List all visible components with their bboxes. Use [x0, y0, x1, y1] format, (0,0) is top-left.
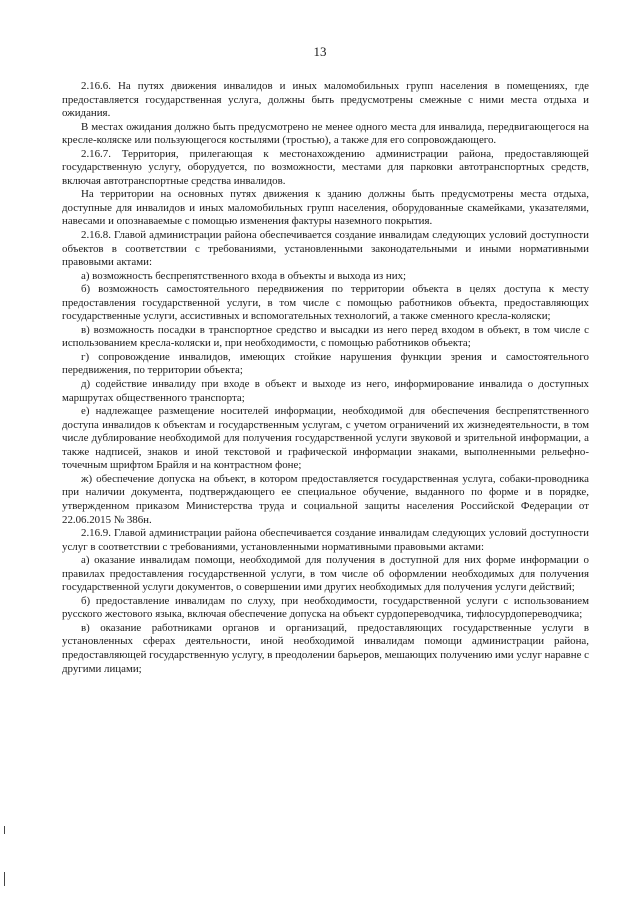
scan-edge-mark — [4, 872, 5, 886]
list-item-2-16-9-b: б) предоставление инвалидам по слуху, при необходимости, государственной услуги с использованием русского жестового языка, включая обеспечение допуска на объект сурдопереводчика, тифлосурдопереводчика; — [62, 594, 589, 621]
list-item-2-16-9-a: а) оказание инвалидам помощи, необходимой для получения в доступной для них форме информации о правилах предоставления государственной услуги, в том числе об оформлении необходимых для получения государственной услуги документов, о совершении ими других необходимых для получения услуги действий; — [62, 554, 589, 594]
list-item-2-16-8-d: д) содействие инвалиду при входе в объект и выходе из него, информирование инвалида о доступных маршрутах общественного транспорта; — [62, 378, 589, 404]
list-item-2-16-8-zh: ж) обеспечение допуска на объект, в котором предоставляется государственная услуга, собаки-проводника при наличии документа, подтверждающего ее специальное обучение, выданного по форме и в порядке, утвержденном приказом Министерства труда и социальной защиты населения Российской Федерации от 22.06.2015 № 386н. — [62, 472, 589, 526]
list-item-2-16-8-b: б) возможность самостоятельного передвижения по территории объекта в целях доступа к месту предоставления государственной услуги, в том числе с помощью работников объекта, предоставляющих государственные услуги, ассистивных и вспомогательных технологий, а также сменного кресла-коляски; — [62, 283, 589, 323]
scan-edge-mark — [4, 826, 5, 834]
list-item-2-16-8-g: г) сопровождение инвалидов, имеющих стойкие нарушения функции зрения и самостоятельного передвижения, по территории объекта; — [62, 350, 589, 377]
paragraph-territory-rest-places: На территории на основных путях движения к зданию должны быть предусмотрены места отдыха, доступные для инвалидов и иных маломобильных групп населения, оборудованные скамейками, указателями, навесами и опознаваемые с помощью изменения фактуры наземного покрытия. — [62, 188, 589, 228]
list-item-2-16-9-v: в) оказание работниками органов и организаций, предоставляющих государственные услуги в установленных сферах деятельности, иной необходимой инвалидам помощи администрации района, предоставляющей государственную услугу, в преодолении барьеров, мешающих получению ими услуг наравне с другими лицами; — [62, 621, 589, 675]
list-item-2-16-8-v: в) возможность посадки в транспортное средство и высадки из него перед входом в объект, в том числе с использованием кресла-коляски и, при необходимости, с помощью работников объекта; — [62, 323, 589, 350]
list-item-2-16-8-a: а) возможность беспрепятственного входа в объекты и выхода из них; — [81, 269, 407, 282]
paragraph-2-16-6: 2.16.6. На путях движения инвалидов и иных маломобильных групп населения в помещениях, где предоставляется государственная услуга, должны быть предусмотрены смежные с ними места отдыха и ожидания. — [62, 80, 589, 120]
paragraph-waiting-places: В местах ожидания должно быть предусмотрено не менее одного места для инвалида, передвигающегося на кресле-коляске или пользующегося костылями (тростью), а также для его сопровождающего. — [62, 120, 589, 147]
page-number: 13 — [313, 44, 327, 59]
paragraph-2-16-8: 2.16.8. Главой администрации района обеспечивается создание инвалидам следующих условий доступности объектов в соответствии с требованиями, установленными законодательными и иными нормативными правовыми актами: — [62, 229, 589, 269]
list-item-2-16-8-e: е) надлежащее размещение носителей информации, необходимой для обеспечения беспрепятственного доступа инвалидов к объектам и государственным услугам, с учетом ограничений их жизнедеятельности, в том числе дублирование необходимой для получения государственной услуги звуковой и зрительной информации, а также надписей, знаков и иной текстовой и графической информации знаками, выполненными рельефно-точечным шрифтом Брайля и на контрастном фоне; — [62, 405, 589, 472]
document-body — [62, 80, 589, 676]
paragraph-2-16-9: 2.16.9. Главой администрации района обеспечивается создание инвалидам следующих условий доступности услуг в соответствии с требованиями, установленными нормативными правовыми актами: — [62, 527, 589, 553]
paragraph-2-16-7: 2.16.7. Территория, прилегающая к местонахождению администрации района, предоставляющей государственную услугу, оборудуется, по возможности, местами для парковки автотранспортных средств, включая автотранспортные средства инвалидов. — [62, 147, 589, 187]
